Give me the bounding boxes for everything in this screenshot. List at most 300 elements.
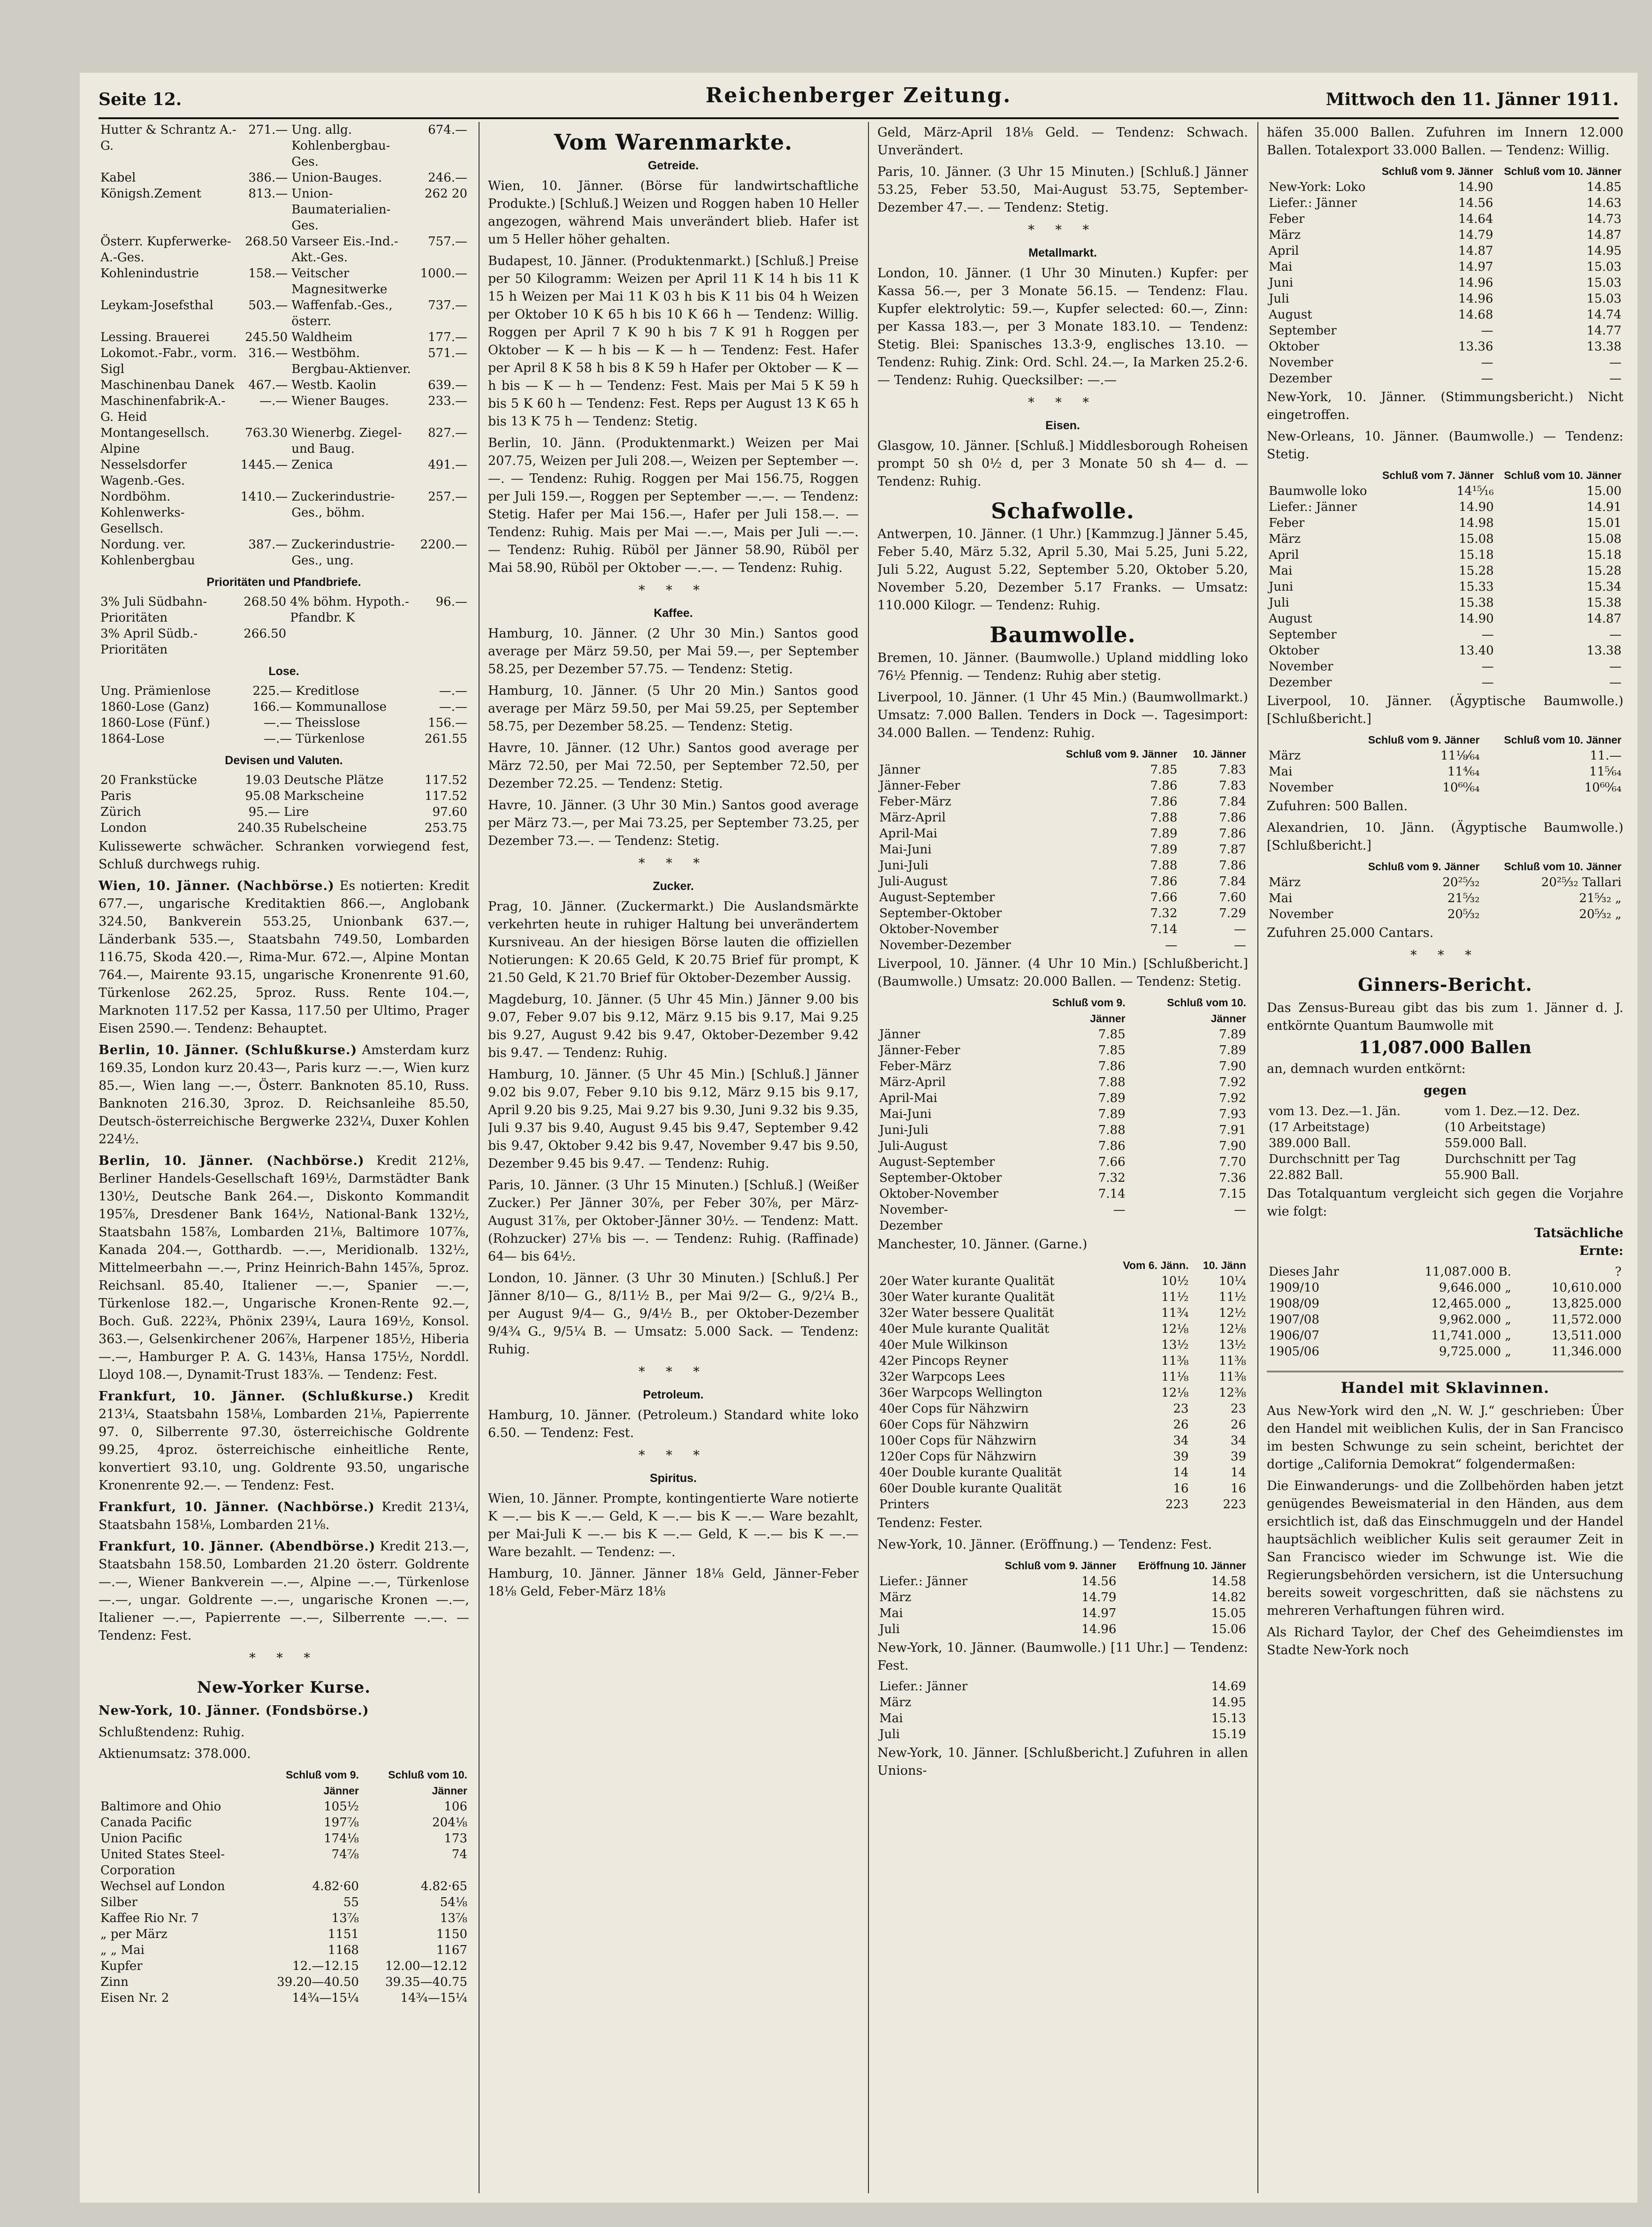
newspaper-title: Reichenberger Zeitung. [705, 84, 1012, 107]
table-cell: Jänner [879, 1027, 921, 1041]
report: Glasgow, 10. Jänner. [Schluß.] Middlesborough Roheisen prompt 50 sh 0½ d, per 3 Monate 50 sh 4— d. — Tendenz: Ruhig. [877, 439, 1248, 489]
table-cell: 42er Pincops Reyner [879, 1354, 1008, 1368]
report: Havre, 10. Jänner. (12 Uhr.) Santos good average per März 72.50, per Mai 72.50, per September 72.50, per Dezember 72.25. — Tendenz: Stetig. [488, 741, 859, 791]
table-cell: 7.70 [1219, 1155, 1246, 1169]
table-cell: 14.74 [1586, 308, 1622, 322]
table-cell [434, 626, 469, 658]
table-row [877, 1465, 1248, 1481]
table-cell: Kabel [100, 171, 136, 185]
table-cell: „ „ Mai [100, 1943, 145, 1957]
report-wien [99, 877, 469, 1038]
table-cell: 14 [1173, 1466, 1189, 1480]
table-cell: 20 Frankstücke [100, 773, 198, 787]
table-cell: 7.32 [1150, 906, 1178, 920]
table-cell: Nordböhm. Kohlenwerks-Gesellsch. [100, 490, 185, 536]
table-cell: 491.— [428, 458, 467, 472]
table-cell: 1167 [436, 1943, 467, 1957]
table-cell: 13½ [1161, 1338, 1189, 1352]
table-cell: Dieses Jahr [1269, 1265, 1339, 1279]
table-row [877, 1417, 1248, 1433]
report: Magdeburg, 10. Jänner. (5 Uhr 45 Min.) Jänner 9.00 bis 9.07, Feber 9.07 bis 9.12, März 9.15 bis 9.17, Mai 9.25 bis 9.27, August 9.42 bis 9.47, Oktober-Dezember 9.42 bis 9.47. — Tendenz: Ruhig. [488, 992, 859, 1060]
table-cell: 60er Cops für Nähzwirn [879, 1418, 1029, 1432]
table-cell: 1905/06 [1269, 1345, 1320, 1359]
header-rule [99, 117, 1619, 119]
col-head: Eröffnung 10. Jänner [1138, 1559, 1246, 1572]
table-cell: Juli-August [879, 874, 948, 889]
table-cell: 7.92 [1219, 1091, 1246, 1105]
table-row [1267, 307, 1623, 323]
table-cell: 7.91 [1219, 1123, 1246, 1137]
table-cell: 10½ [1161, 1274, 1189, 1288]
table-cell: vom 1. Dez.—12. Dez. [1445, 1104, 1580, 1118]
table-row [877, 1289, 1248, 1305]
table-row [877, 1154, 1248, 1170]
table-cell: ? [1615, 1265, 1622, 1279]
table-cell: 12.00—12.12 [385, 1959, 467, 1973]
report: Wien, 10. Jänner. (Börse für landwirtschaftliche Produkte.) [Schluß.] Weizen und Roggen haben 10 Heller angezogen, während Mais unverändert blieb. Hafer ist um 5 Heller höher gehalten. [488, 179, 859, 247]
table-cell: Liefer.: Jänner [879, 1680, 968, 1694]
column-divider [479, 122, 480, 2193]
table-cell: 14.85 [1586, 180, 1622, 194]
table-row [877, 1573, 1248, 1589]
table-cell: 11⅜ [1161, 1354, 1189, 1368]
table-row [99, 489, 469, 537]
table-row [877, 1605, 1248, 1621]
table-cell: Zenica [291, 458, 333, 472]
table-cell: 1907/08 [1269, 1313, 1320, 1327]
report: Budapest, 10. Jänner. (Produktenmarkt.) [Schluß.] Preise per 50 Kilogramm: Weizen per April 11 K 14 h bis 11 K 15 h Weizen per Mai 11 K 03 h bis K 11 bis 04 h Weizen per Oktober 10 K 65 h bis 10 K 66 h — Tendenz: Willig. Roggen per April 7 K 90 h bis 7 K 91 h Roggen per Oktober — K — h bis — K — h — Tendenz: Fest. Hafer per April 8 K 58 h bis 8 K 59 h Hafer per Oktober — K — h bis — K — h — Tendenz: Fest. Mais per Mai 5 K 59 h bis 5 K 60 h — Tendenz: Fest. Reps per August 13 K 65 h bis 13 K 75 h — Tendenz: Stetig. [488, 254, 859, 429]
table-cell: — [1609, 356, 1622, 370]
table-cell: 10⁶⁰⁄₆₄ [1584, 781, 1622, 795]
table-cell: Rubelscheine [283, 821, 367, 835]
table-cell: 7.32 [1098, 1171, 1126, 1185]
table-row [877, 1353, 1248, 1369]
table-row [877, 874, 1248, 889]
col-head: Schluß vom 9. Jänner [286, 1769, 359, 1797]
table-cell: 14.56 [1081, 1574, 1117, 1589]
table-cell: 15.08 [1586, 532, 1622, 546]
sub-kaffee: Kaffee. [654, 607, 693, 620]
table-cell: Eisen Nr. 2 [100, 1991, 169, 2005]
handel-text: Die Einwanderungs- und die Zollbehörden haben jetzt genügendes Beweismaterial in den Händen, aus dem ersichtlich ist, daß das Einschmuggeln und der Handel hauptsächlich weiblicher Kulis seit geraumer Zeit in San Francisco wieder im Schwunge ist. Wie die Regierungsbehörden versichern, ist die Untersuchung bereits soweit vorgeschritten, daß sie nächstens zu mehreren Verhaftungen führen wird. [1267, 1479, 1623, 1618]
table-cell: Liefer.: Jänner [1269, 500, 1357, 514]
table-row [877, 937, 1248, 953]
ny-table [99, 1767, 469, 2006]
table-cell: August [1269, 612, 1312, 626]
table-cell: 96.— [435, 595, 467, 609]
table-row [99, 425, 469, 457]
sub-petroleum: Petroleum. [643, 1388, 704, 1401]
table-row [877, 1710, 1248, 1726]
table-cell: 20⁵⁄₃₂ „ [1579, 907, 1622, 921]
table-cell: 7.86 [1150, 874, 1178, 889]
table-cell: 32er Warpcops Lees [879, 1370, 1005, 1384]
table-row [877, 1138, 1248, 1154]
table-cell: 177.— [428, 330, 467, 344]
table-cell: März [1269, 228, 1301, 242]
table-cell: —.— [264, 732, 292, 746]
col-head: Schluß vom 10. Jänner [1504, 469, 1622, 481]
table-row [877, 1202, 1248, 1234]
table-cell: Westb. Kaolin [291, 378, 377, 392]
sub-eisen: Eisen. [1045, 419, 1080, 432]
table-cell: Feber [1269, 212, 1305, 226]
report: Tendenz: Fester. [877, 1516, 983, 1530]
devisen-table [99, 772, 469, 836]
table-row [1267, 1135, 1623, 1151]
table-cell: Mai [1269, 765, 1293, 779]
table-row [1267, 675, 1623, 691]
table-cell: 7.36 [1219, 1171, 1246, 1185]
table-cell: 11⅛⁄₆₄ [1440, 749, 1480, 763]
table-row [99, 345, 469, 377]
table-cell: 15.08 [1459, 532, 1494, 546]
col-head: Schluß vom 9. Jänner [1005, 1559, 1117, 1572]
table-cell: 7.88 [1150, 859, 1178, 873]
report: Liverpool, 10. Jänner. (1 Uhr 45 Min.) (Baumwollmarkt.) Umsatz: 7.000 Ballen. Tenders in Dock —. Tagesimport: 34.000 Ballen. — Tendenz: Ruhig. [877, 690, 1248, 740]
report-body: Es notierten: Kredit 677.—, ungarische Kreditaktien 866.—, Anglobank 324.50, Bankverein 553.25, Unionbank 637.—, Länderbank 535.—, Staatsbahn 749.50, Lombarden 116.75, Skoda 420.—, Rima-Mur. 672.—, Alpine Montan 764.—, Mairente 93.15, ungarische Kronenrente 91.60, Türkenlose 262.25, 5proz. Russ. Rente 104.—, Marknoten 117.52 per Kassa, 117.50 per Ultimo, Prager Eisen 2590.—. Tendenz: Behauptet. [99, 879, 469, 1036]
table-cell: 14 [1230, 1466, 1246, 1480]
table-row [877, 858, 1248, 874]
col-head: Schluß vom 7. Jänner [1382, 469, 1494, 481]
col-head: 10. Jänn [1203, 1259, 1246, 1271]
table-cell: Ung. Prämienlose [100, 684, 211, 698]
table-cell: Kreditlose [296, 684, 359, 698]
report: Geld, März-April 18⅛ Geld. — Tendenz: Schwach. Unverändert. [877, 125, 1248, 158]
table-cell: 23 [1230, 1402, 1246, 1416]
table-row [1267, 531, 1623, 547]
table-row [99, 377, 469, 393]
table-row [99, 1878, 469, 1894]
table-cell: 14.58 [1211, 1574, 1246, 1589]
report-head: Berlin, 10. Jänner. (Nachbörse.) [99, 1154, 365, 1168]
table-row [1267, 1344, 1623, 1360]
report: Wien, 10. Jänner. Prompte, kontingentierte Ware notierte K —.— bis K —.— Geld, K —.— bis K —.— Ware bezahlt, per Mai-Juli K —.— bis K —.— Geld, K —.— bis K —.— Ware bezahlt. — Tendenz: —. [488, 1491, 859, 1559]
table-cell: 467.— [248, 378, 288, 392]
table-cell: Union-Bauges. [291, 171, 382, 185]
table-cell: Paris [100, 789, 131, 803]
table-row [1267, 595, 1623, 611]
table-cell: Zuckerindustrie-Ges., ung. [291, 538, 395, 568]
table-cell: 7.85 [1150, 763, 1178, 777]
table-cell: 14.95 [1211, 1695, 1246, 1710]
issue-date: Mittwoch den 11. Jänner 1911. [1325, 90, 1619, 109]
table-cell: August-September [879, 890, 995, 904]
separator-stars: * * * [1028, 223, 1097, 237]
separator-stars: * * * [1410, 948, 1480, 963]
ginners-gegen: gegen [1424, 1083, 1467, 1098]
table-cell: 158.— [248, 266, 288, 281]
report: New-York, 10. Jänner. [Schlußbericht.] Zufuhren in allen Unions- [877, 1746, 1248, 1778]
table-row [1267, 227, 1623, 243]
table-cell: Juli [879, 1622, 900, 1636]
separator-stars: * * * [639, 1448, 708, 1463]
table-cell: 268.50 [245, 235, 288, 249]
table-cell: 15.01 [1586, 516, 1622, 530]
ernte-head-2: Ernte: [1579, 1244, 1623, 1258]
table-row [877, 1385, 1248, 1401]
table-cell: 12⅜ [1218, 1386, 1246, 1400]
table-cell: Silber [100, 1895, 137, 1909]
table-row [877, 1026, 1248, 1042]
report: Prag, 10. Jänner. (Zuckermarkt.) Die Auslandsmärkte verkehrten heute in ruhiger Haltung bei unverändertem Kursniveau. An der hiesigen Börse lauten die offiziellen Notierungen: K 20.65 Geld, K 20.75 Brief für prompt, K 21.50 Geld, K 21.70 Brief für Oktober-Dezember Aussig. [488, 899, 859, 985]
table-cell: — [1481, 660, 1494, 674]
table-row [1267, 643, 1623, 659]
table-cell: Feber-März [879, 1059, 952, 1073]
table-cell: 26 [1173, 1418, 1189, 1432]
table-row [877, 1074, 1248, 1090]
table-cell: 7.88 [1098, 1075, 1126, 1089]
table-row [99, 699, 469, 715]
table-cell: 117.52 [425, 789, 467, 803]
table-cell: 40er Mule Wilkinson [879, 1338, 1008, 1352]
table-cell: Juni [1269, 276, 1294, 290]
table-row [1267, 890, 1623, 906]
table-cell: Juli [879, 1727, 900, 1741]
table-cell: 15.03 [1586, 276, 1622, 290]
table-cell: November [1269, 356, 1333, 370]
table-cell: 100er Cops für Nähzwirn [879, 1434, 1037, 1448]
table-row [99, 1926, 469, 1942]
table-cell: 571.— [428, 346, 467, 360]
report-body: Kredit 213¼, Staatsbahn 158⅛, Lombarden 21⅛, Papierrente 97. 0, Silberrente 97.30, österreichische Goldrente 99.25, 4proz. österreichische einheitliche Rente, konvertiert 93.10, ung. Goldrente 93.50, ungarische Kronenrente 92.—. — Tendenz: Fest. [99, 1389, 469, 1493]
table-cell: 15.19 [1211, 1727, 1246, 1741]
table-cell: 827.— [428, 426, 467, 440]
handel-text: Als Richard Taylor, der Chef des Geheimdienstes im Stadte New-York noch [1267, 1625, 1623, 1657]
report-body: Kredit 212⅛, Berliner Handels-Gesellschaft 169½, Darmstädter Bank 130½, Deutsche Bank 264.—, Diskonto Kommandit 195⅞, Dresdener Bank 164½, National-Bank 132½, Staatsbahn 158⅞, Lombarden 21⅛, Baltimore 107⅞, Kanada 204.—, Gotthardb. —.—, Meridionalb. 132½, Mittelmeerbahn —.—, Prinz Heinrich-Bahn 145⅞, 5proz. Reichsanl. 85.40, Italiener —.—, Spanier —.—, Türkenlose 182.—, Ungarische Kronen-Rente 92.—, Boch. Guß. 222¾, Phönix 239¼, Laura 169½, Konsol. 363.—, Gelsenkirchener 206⅞, Harpener 185½, Hiberia —.—, Hamburger P. A. G. 143⅛, Hansa 175½, Norddl. Lloyd 108.—, Dynamit-Trust 183⅞. — Tendenz: Fest. [99, 1154, 469, 1382]
table-cell: 246.— [428, 171, 467, 185]
table-cell: 15.38 [1459, 596, 1494, 610]
table-cell: (10 Arbeitstage) [1445, 1120, 1546, 1134]
table-cell: 503.— [248, 298, 288, 312]
table-cell: 245.50 [245, 330, 288, 344]
table-cell: 1906/07 [1269, 1329, 1320, 1343]
table-row [877, 1042, 1248, 1058]
table-cell: 40er Mule kurante Qualität [879, 1322, 1050, 1336]
table-cell: — [1481, 324, 1493, 338]
table-row [1267, 579, 1623, 595]
table-cell: März [879, 1695, 912, 1710]
table-cell: —.— [439, 684, 467, 698]
table-cell: 40er Double kurante Qualität [879, 1466, 1062, 1480]
table-cell: 7.29 [1219, 906, 1246, 920]
separator-stars: * * * [639, 1365, 708, 1379]
table-cell: 14¾—15¼ [292, 1991, 359, 2005]
table-row [1267, 627, 1623, 643]
table-cell: 14.96 [1458, 276, 1493, 290]
table-cell: Oktober-November [879, 1187, 999, 1201]
table-cell: 12⅛ [1218, 1322, 1246, 1336]
table-cell: 36er Warpcops Wellington [879, 1386, 1043, 1400]
table-cell: 12.—12.15 [292, 1959, 359, 1973]
table-row [99, 266, 469, 297]
table-cell: 173 [444, 1832, 467, 1846]
table-cell: März [1269, 875, 1301, 889]
report-berlin-2 [99, 1152, 469, 1384]
table-row [1267, 611, 1623, 627]
report-body: Kredit 213¼, Staatsbahn 158⅛, Lombarden 21⅛. [99, 1500, 469, 1532]
table-cell: Waldheim [291, 330, 353, 344]
table-cell: Maschinenfabrik-A.-G. Heid [100, 394, 226, 424]
table-cell: 257.— [428, 490, 467, 504]
ginners-quantity: 11,087.000 Ballen [1358, 1038, 1532, 1057]
table-row [877, 1170, 1248, 1186]
table-row [1267, 339, 1623, 355]
table-cell: 7.93 [1219, 1107, 1246, 1121]
liverpool-table-2 [877, 995, 1248, 1234]
table-cell: 262 20 [425, 187, 467, 201]
table-cell: 34 [1173, 1434, 1189, 1448]
table-cell: 11¾ [1161, 1306, 1189, 1320]
table-row [877, 762, 1248, 778]
table-row [1267, 259, 1623, 275]
table-cell: 266.50 [244, 627, 287, 641]
table-cell: Juni-Juli [879, 859, 929, 873]
table-cell: 14.90 [1459, 612, 1494, 626]
table-cell: Oktober-November [879, 922, 999, 936]
table-cell: 15.18 [1586, 548, 1622, 562]
table-row [1267, 211, 1623, 227]
table-cell: Canada Pacific [100, 1816, 192, 1830]
separator-stars: * * * [249, 1651, 319, 1665]
column-1 [99, 122, 469, 2193]
col-head: Schluß vom 10. Jänner [1504, 165, 1622, 177]
table-cell: April [1269, 244, 1299, 258]
table-cell: — [1609, 372, 1622, 386]
table-cell: 1000.— [420, 266, 467, 281]
table-cell: 7.85 [1098, 1027, 1126, 1041]
table-cell: November [1269, 781, 1333, 795]
table-cell: Printers [879, 1497, 929, 1512]
table-cell: 14.97 [1081, 1606, 1117, 1620]
report: Paris, 10. Jänner. (3 Uhr 15 Minuten.) [Schluß.] (Weißer Zucker.) Per Jänner 30⅞, per Feber 30⅞, per März-August 31⅞, per Oktober-Jänner 30½. — Tendenz: Matt. (Rohzucker) 27⅛ bis —. — Tendenz: Ruhig. (Raffinade) 64— bis 64½. [488, 1178, 859, 1264]
table-cell: 14.68 [1458, 308, 1493, 322]
table-cell: — [1234, 938, 1246, 952]
table-cell: Kupfer [100, 1959, 143, 1973]
table-cell: 7.87 [1219, 843, 1246, 857]
table-row [99, 1799, 469, 1815]
table-row [877, 826, 1248, 842]
table-cell: — [1234, 1203, 1246, 1217]
table-cell: 14.98 [1459, 516, 1494, 530]
table-cell: 39.35—40.75 [385, 1975, 467, 1989]
table-row [99, 170, 469, 186]
report-berlin-1 [99, 1041, 469, 1148]
ginners-title: Ginners-Bericht. [1358, 974, 1532, 995]
table-cell: Feber [1269, 516, 1305, 530]
table-cell: Wechsel auf London [100, 1879, 225, 1893]
table-cell: 14.95 [1586, 244, 1622, 258]
table-cell: 11⁴⁄₆₄ [1447, 765, 1480, 779]
table-cell: — [1113, 1203, 1126, 1217]
table-cell: — [1234, 922, 1246, 936]
table-cell: Veitscher Magnesitwerke [291, 266, 388, 296]
table-cell: 32er Water bessere Qualität [879, 1306, 1054, 1320]
table-cell: 26 [1230, 1418, 1246, 1432]
table-cell: August [1269, 308, 1312, 322]
table-cell: 268.50 [244, 595, 287, 609]
ginners-text: Das Zensus-Bureau gibt das bis zum 1. Jänner d. J. entkörnte Quantum Baumwolle mit [1267, 1001, 1623, 1033]
table-cell: 7.66 [1150, 890, 1178, 904]
ny-title: New-Yorker Kurse. [197, 1678, 371, 1697]
sub-zucker: Zucker. [653, 880, 694, 893]
table-cell: 7.84 [1219, 874, 1246, 889]
table-row [99, 788, 469, 804]
prio-table [99, 594, 469, 658]
table-cell: Jänner-Feber [879, 1043, 960, 1057]
table-cell: 316.— [248, 346, 288, 360]
table-cell: 15.03 [1586, 260, 1622, 274]
report: Hamburg, 10. Jänner. (Petroleum.) Standard white loko 6.50. — Tendenz: Fest. [488, 1408, 859, 1440]
table-cell: 15.18 [1459, 548, 1494, 562]
report: New-Orleans, 10. Jänner. (Baumwolle.) — Tendenz: Stetig. [1267, 429, 1623, 462]
report: New-York, 10. Jänner. (Stimmungsbericht.) Nicht eingetroffen. [1267, 390, 1623, 422]
table-cell: 14.77 [1586, 324, 1622, 338]
report-body: Kredit 213.—, Staatsbahn 158.50, Lombarden 21.20 österr. Goldrente —.—, Wiener Bankverein —.—, Alpine —.—, Türkenlose —.—, ungar. Goldrente —.—, ungarische Kronen —.—, Italiener —.—, Papierrente —.—, Silberrente —.—. — Tendenz: Fest. [99, 1539, 469, 1643]
table-row [99, 1974, 469, 1990]
table-cell: 7.15 [1219, 1187, 1246, 1201]
table-row [99, 1831, 469, 1847]
table-cell: Zuckerindustrie-Ges., böhm. [291, 490, 395, 520]
table-row [1267, 275, 1623, 291]
table-cell: Juli-August [879, 1139, 948, 1153]
table-cell: 223 [1165, 1497, 1189, 1512]
table-row [1267, 1280, 1623, 1296]
table-cell: 7.89 [1219, 1043, 1246, 1057]
table-cell: Oktober [1269, 644, 1319, 658]
table-cell: — [1481, 356, 1493, 370]
table-row [1267, 1119, 1623, 1135]
table-cell: 7.86 [1098, 1139, 1126, 1153]
col-head: Schluß vom 9. Jänner [1368, 860, 1480, 873]
table-cell: 14.79 [1081, 1590, 1117, 1604]
table-row [877, 1122, 1248, 1138]
table-cell: 7.84 [1219, 795, 1246, 809]
section-baumwolle: Baumwolle. [990, 622, 1136, 647]
table-row [877, 794, 1248, 810]
report-head: Frankfurt, 10. Jänner. (Nachbörse.) [99, 1500, 375, 1514]
table-cell: 14.73 [1586, 212, 1622, 226]
table-cell: März [879, 1590, 912, 1604]
table-cell: September [1269, 628, 1337, 642]
report: Liverpool, 10. Jänner. (Ägyptische Baumwolle.) [Schlußbericht.] [1267, 694, 1623, 726]
report: Berlin, 10. Jänn. (Produktenmarkt.) Weizen per Mai 207.75, Weizen per Juli 208.—, Weizen per September —.—. — Tendenz: Ruhig. Roggen per Mai 156.75, Roggen per Juli 159.—, Roggen per September —.—. — Tendenz: Stetig. Hafer per Mai 156.—, Hafer per Juli 158.—. — Tendenz: Ruhig. Mais per Mai —.—, Mais per Juli —.—. — Tendenz: Ruhig. Rüböl per Jänner 58.90, Rüböl per Mai 58.90, Rüböl per Oktober —.—. — Tendenz: Ruhig. [488, 436, 859, 575]
table-cell: 7.86 [1150, 779, 1178, 793]
table-row [877, 1321, 1248, 1337]
table-cell: März-April [879, 1075, 946, 1089]
table-row [1267, 906, 1623, 922]
table-cell: Nordung. ver. Kohlenbergbau [100, 538, 195, 568]
table-cell: 74⅞ [331, 1847, 359, 1862]
table-cell: 7.60 [1219, 890, 1246, 904]
col-head: Schluß vom 9. Jänner [1381, 165, 1493, 177]
table-row [1267, 515, 1623, 531]
table-cell: 16 [1173, 1482, 1189, 1496]
table-cell: Ung. allg. Kohlenbergbau-Ges. [291, 123, 390, 169]
table-row [99, 820, 469, 836]
table-cell: 15.03 [1586, 292, 1622, 306]
table-cell: Baltimore and Ohio [100, 1800, 221, 1814]
table-cell: Mai [879, 1606, 903, 1620]
ginners-text: Das Totalquantum vergleicht sich gegen die Vorjahre wie folgt: [1267, 1186, 1623, 1219]
table-cell: Hutter & Schrantz A.-G. [100, 123, 236, 153]
table-cell: April-Mai [879, 827, 937, 841]
table-cell: Türkenlose [296, 732, 365, 746]
report-head: Berlin, 10. Jänner. (Schlußkurse.) [99, 1043, 358, 1057]
report: Hamburg, 10. Jänner. (2 Uhr 30 Min.) Santos good average per März 59.50, per Mai 59.—, per September 58.25, per Dezember 57.75. — Tendenz: Stetig. [488, 626, 859, 676]
table-row [877, 1621, 1248, 1637]
table-row [877, 842, 1248, 858]
